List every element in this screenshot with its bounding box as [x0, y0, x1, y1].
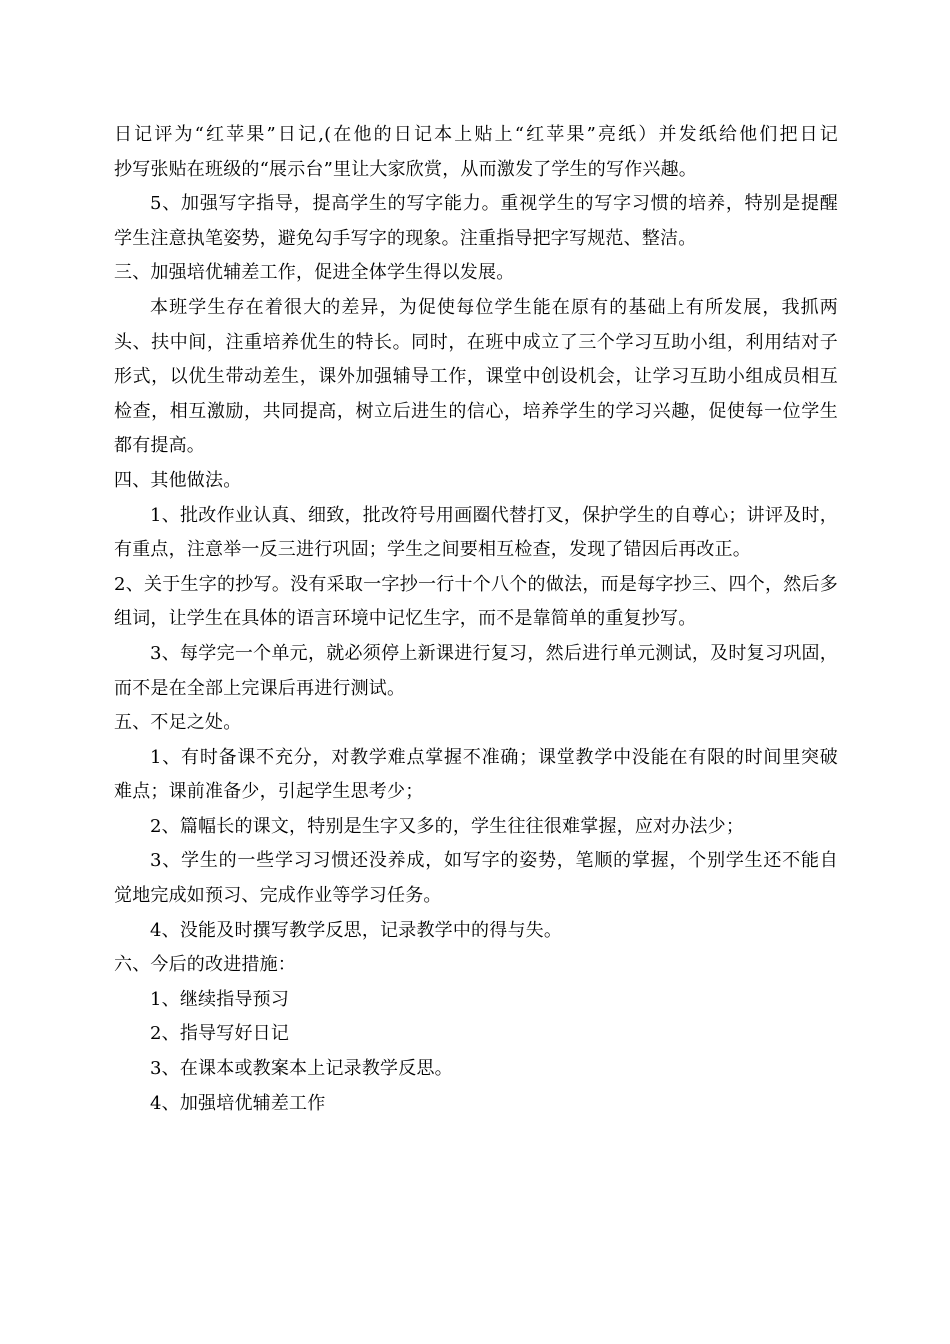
text-line: 1、有时备课不充分，对教学难点掌握不准确；课堂教学中没能在有限的时间里突破: [150, 746, 838, 768]
text-line: 1、批改作业认真、细致，批改符号用画圈代替打叉，保护学生的自尊心；讲评及时，: [150, 504, 838, 526]
list-item: 4、加强培优辅差工作: [150, 1092, 326, 1114]
list-item: 3、在课本或教案本上记录教学反思。: [150, 1058, 453, 1080]
text-line: 2、关于生字的抄写。没有采取一字抄一行十个八个的做法，而是每字抄三、四个，然后多: [114, 573, 838, 595]
text-line: 检查，相互激励，共同提高，树立后进生的信心，培养学生的学习兴趣，促使每一位学生: [114, 400, 838, 422]
text-line: 抄写张贴在班级的“展示台”里让大家欣赏，从而激发了学生的写作兴趣。: [114, 158, 698, 180]
text-line: 3、学生的一些学习习惯还没养成，如写字的姿势，笔顺的掌握，个别学生还不能自: [150, 850, 838, 872]
text-line: 3、每学完一个单元，就必须停上新课进行复习，然后进行单元测试，及时复习巩固，: [150, 642, 838, 664]
text-line: 2、篇幅长的课文，特别是生字又多的，学生往往很难掌握，应对办法少；: [150, 815, 745, 837]
text-line: 本班学生存在着很大的差异，为促使每位学生能在原有的基础上有所发展，我抓两: [150, 296, 838, 318]
section-heading: 五、不足之处。: [114, 712, 242, 734]
text-line: 都有提高。: [114, 435, 205, 457]
section-heading: 四、其他做法。: [114, 469, 242, 491]
text-line: 4、没能及时撰写教学反思，记录教学中的得与失。: [150, 919, 563, 941]
text-line: 而不是在全部上完课后再进行测试。: [114, 677, 406, 699]
text-line: 头、扶中间，注重培养优生的特长。同时，在班中成立了三个学习互助小组，利用结对子: [114, 331, 838, 353]
text-line: 形式，以优生带动差生，课外加强辅导工作，课堂中创设机会，让学习互助小组成员相互: [114, 366, 838, 388]
list-item: 2、指导写好日记: [150, 1023, 290, 1045]
section-heading: 三、加强培优辅差工作，促进全体学生得以发展。: [114, 262, 515, 284]
text-line: 有重点，注意举一反三进行巩固；学生之间要相互检查，发现了错因后再改正。: [114, 539, 751, 561]
text-line: 学生注意执笔姿势，避免勾手写字的现象。注重指导把字写规范、整洁。: [114, 227, 697, 249]
section-heading: 六、今后的改进措施：: [114, 954, 296, 976]
text-line: 5、加强写字指导，提高学生的写字能力。重视学生的写字习惯的培养，特别是提醒: [150, 193, 838, 215]
text-line: 难点；课前准备少，引起学生思考少；: [114, 781, 424, 803]
document-body: [114, 118, 838, 1121]
text-line: 组词，让学生在具体的语言环境中记忆生字，而不是靠简单的重复抄写。: [114, 608, 697, 630]
text-line: 觉地完成如预习、完成作业等学习任务。: [114, 885, 442, 907]
list-item: 1、继续指导预习: [150, 988, 290, 1010]
text-line: 日记评为“红苹果”日记,(在他的日记本上贴上“红苹果”亮纸）并发纸给他们把日记: [114, 124, 838, 145]
